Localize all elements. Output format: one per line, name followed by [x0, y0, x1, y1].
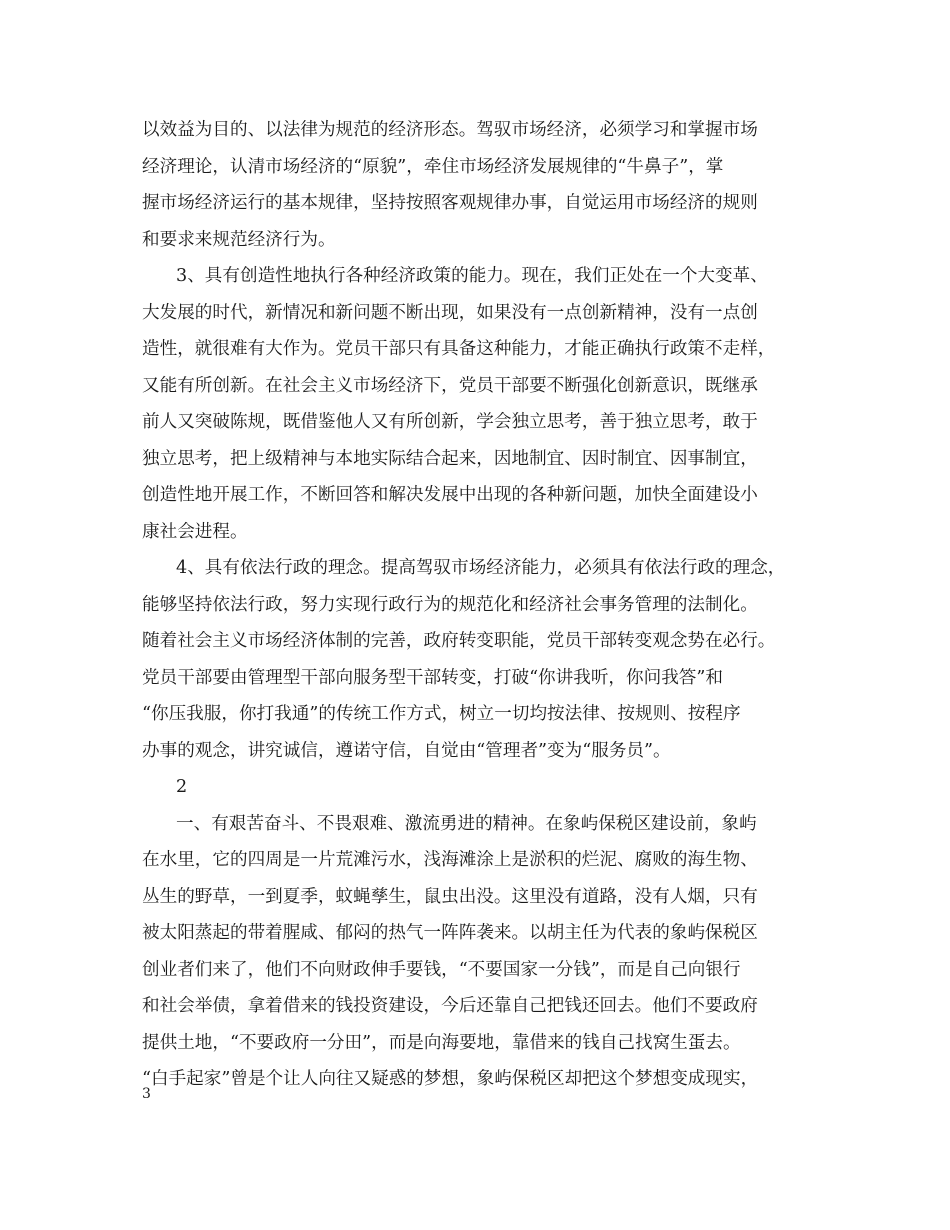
text-line: 党员干部要由管理型干部向服务型干部转变，打破“你讲我听，你问我答”和 — [142, 667, 723, 688]
text-line: 造性，就很难有大作为。党员干部只有具备这种能力，才能正确执行政策不走样， — [142, 339, 776, 359]
body-text — [142, 112, 822, 1098]
text-line: 3、具有创造性地执行各种经济政策的能力。现在，我们正处在一个大变革、 — [176, 266, 768, 286]
text-line: 在水里，它的四周是一片荒滩污水，浅海滩涂上是淤积的烂泥、腐败的海生物、 — [142, 850, 758, 870]
text-line: 大发展的时代，新情况和新问题不断出现，如果没有一点创新精神，没有一点创 — [142, 302, 758, 323]
text-line: “你压我服，你打我通”的传统工作方式，树立一切均按法律、按规则、按程序 — [142, 704, 741, 724]
text-line: 丛生的野草，一到夏季，蚊蝇孳生，鼠虫出没。这里没有道路，没有人烟，只有 — [142, 886, 758, 907]
text-line: 随着社会主义市场经济体制的完善，政府转变职能，党员干部转变观念势在必行。 — [142, 631, 776, 651]
text-line: 经济理论，认清市场经济的“原貌”，牵住市场经济发展规律的“牛鼻子”，掌 — [142, 156, 724, 177]
text-line: 创业者们来了，他们不向财政伸手要钱，“不要国家一分钱”，而是自己向银行 — [142, 959, 741, 980]
text-line: 办事的观念，讲究诚信，遵诺守信，自觉由“管理者”变为“服务员”。 — [142, 740, 671, 761]
text-line: 被太阳蒸起的带着腥咸、郁闷的热气一阵阵袭来。以胡主任为代表的象屿保税区 — [142, 923, 758, 943]
text-line: 提供土地，“不要政府一分田”，而是向海要地，靠借来的钱自己找窝生蛋去。 — [142, 1032, 741, 1053]
text-line: 和社会举债，拿着借来的钱投资建设，今后还靠自己把钱还回去。他们不要政府 — [142, 996, 758, 1016]
page-number: 3 — [142, 1086, 151, 1102]
text-line: 4、具有依法行政的理念。提高驾驭市场经济能力，必须具有依法行政的理念， — [176, 558, 786, 578]
text-line: 以效益为目的、以法律为规范的经济形态。驾驭市场经济，必须学习和掌握市场 — [142, 120, 758, 140]
text-line: 独立思考，把上级精神与本地实际结合起来，因地制宜、因时制宜、因事制宜， — [142, 448, 758, 469]
text-line: 前人又突破陈规，既借鉴他人又有所创新，学会独立思考，善于独立思考，敢于 — [142, 412, 758, 432]
text-line: 康社会进程。 — [142, 521, 248, 542]
text-line: 能够坚持依法行政，努力实现行政行为的规范化和经济社会事务管理的法制化。 — [142, 594, 758, 615]
text-line: 2 — [176, 777, 188, 797]
text-line: 一、有艰苦奋斗、不畏艰难、激流勇进的精神。在象屿保税区建设前，象屿 — [176, 813, 757, 834]
text-line: “白手起家”曾是个让人向往又疑惑的梦想，象屿保税区却把这个梦想变成现实， — [142, 1069, 759, 1089]
text-line: 和要求来规范经济行为。 — [142, 229, 336, 250]
text-line: 创造性地开展工作，不断回答和解决发展中出现的各种新问题，加快全面建设小 — [142, 485, 758, 505]
text-line: 又能有所创新。在社会主义市场经济下，党员干部要不断强化创新意识，既继承 — [142, 375, 758, 396]
text-line: 握市场经济运行的基本规律，坚持按照客观规律办事，自觉运用市场经济的规则 — [142, 193, 758, 213]
